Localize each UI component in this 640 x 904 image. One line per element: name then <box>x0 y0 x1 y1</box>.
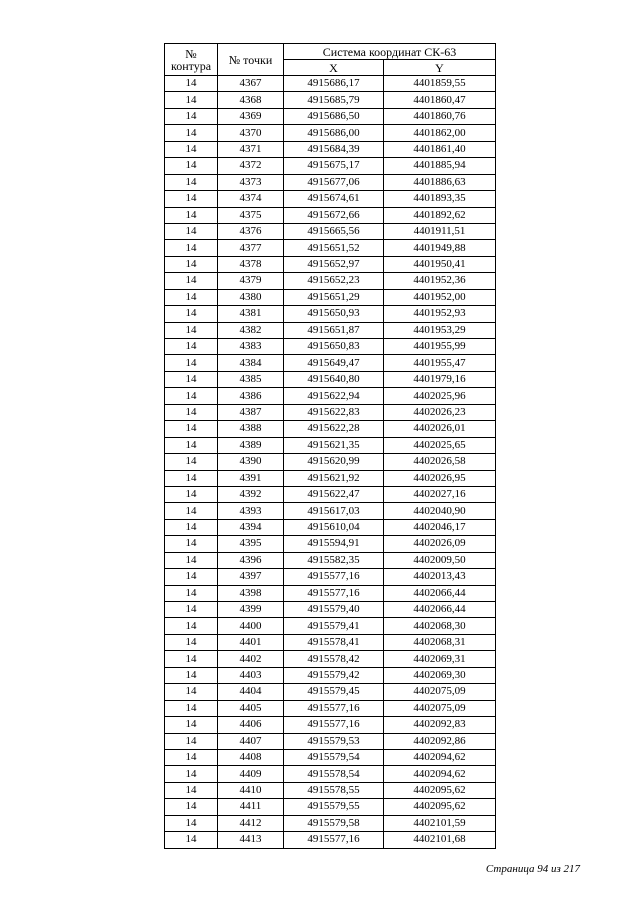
cell-y: 4402025,65 <box>384 437 496 453</box>
cell-y: 4402101,59 <box>384 815 496 831</box>
cell-x: 4915577,16 <box>284 585 384 601</box>
cell-contour-number: 14 <box>165 684 218 700</box>
cell-x: 4915578,55 <box>284 782 384 798</box>
cell-contour-number: 14 <box>165 207 218 223</box>
table-row <box>165 223 496 239</box>
table-row <box>165 125 496 141</box>
table-row <box>165 306 496 322</box>
cell-x: 4915650,83 <box>284 339 384 355</box>
cell-point-number: 4403 <box>218 667 284 683</box>
cell-contour-number: 14 <box>165 799 218 815</box>
cell-x: 4915640,80 <box>284 371 384 387</box>
cell-contour-number: 14 <box>165 749 218 765</box>
table-row <box>165 158 496 174</box>
cell-y: 4402094,62 <box>384 749 496 765</box>
cell-y: 4402068,31 <box>384 634 496 650</box>
cell-point-number: 4370 <box>218 125 284 141</box>
table-row <box>165 289 496 305</box>
cell-contour-number: 14 <box>165 256 218 272</box>
cell-x: 4915622,28 <box>284 421 384 437</box>
cell-x: 4915579,54 <box>284 749 384 765</box>
cell-point-number: 4411 <box>218 799 284 815</box>
table-row <box>165 437 496 453</box>
cell-contour-number: 14 <box>165 832 218 848</box>
table-row <box>165 191 496 207</box>
table-row <box>165 651 496 667</box>
table-row <box>165 207 496 223</box>
cell-y: 4402075,09 <box>384 684 496 700</box>
table-row <box>165 404 496 420</box>
cell-point-number: 4373 <box>218 174 284 190</box>
cell-y: 4401950,41 <box>384 256 496 272</box>
cell-point-number: 4383 <box>218 339 284 355</box>
cell-point-number: 4394 <box>218 519 284 535</box>
cell-y: 4401886,63 <box>384 174 496 190</box>
table-row <box>165 339 496 355</box>
table-row <box>165 92 496 108</box>
cell-contour-number: 14 <box>165 240 218 256</box>
cell-y: 4401885,94 <box>384 158 496 174</box>
cell-contour-number: 14 <box>165 191 218 207</box>
cell-x: 4915577,16 <box>284 717 384 733</box>
cell-y: 4402040,90 <box>384 503 496 519</box>
cell-point-number: 4400 <box>218 618 284 634</box>
cell-y: 4401859,55 <box>384 76 496 92</box>
cell-x: 4915579,41 <box>284 618 384 634</box>
cell-y: 4401911,51 <box>384 223 496 239</box>
table-row <box>165 667 496 683</box>
table-row <box>165 256 496 272</box>
cell-x: 4915677,06 <box>284 174 384 190</box>
cell-y: 4402009,50 <box>384 552 496 568</box>
cell-point-number: 4395 <box>218 536 284 552</box>
header-coordinate-system: Система координат СК-63 <box>284 44 496 60</box>
cell-x: 4915649,47 <box>284 355 384 371</box>
cell-point-number: 4390 <box>218 454 284 470</box>
cell-contour-number: 14 <box>165 306 218 322</box>
cell-point-number: 4374 <box>218 191 284 207</box>
table-row <box>165 700 496 716</box>
cell-contour-number: 14 <box>165 174 218 190</box>
cell-x: 4915579,45 <box>284 684 384 700</box>
table-row <box>165 799 496 815</box>
cell-point-number: 4401 <box>218 634 284 650</box>
table-row <box>165 717 496 733</box>
cell-y: 4401949,88 <box>384 240 496 256</box>
cell-x: 4915622,83 <box>284 404 384 420</box>
cell-point-number: 4381 <box>218 306 284 322</box>
cell-point-number: 4388 <box>218 421 284 437</box>
cell-point-number: 4382 <box>218 322 284 338</box>
cell-x: 4915651,29 <box>284 289 384 305</box>
coordinates-table <box>164 43 496 849</box>
cell-point-number: 4404 <box>218 684 284 700</box>
cell-y: 4402095,62 <box>384 782 496 798</box>
cell-y: 4402026,58 <box>384 454 496 470</box>
cell-y: 4402069,31 <box>384 651 496 667</box>
cell-x: 4915579,55 <box>284 799 384 815</box>
cell-x: 4915578,54 <box>284 766 384 782</box>
table-row <box>165 602 496 618</box>
cell-contour-number: 14 <box>165 536 218 552</box>
cell-x: 4915665,56 <box>284 223 384 239</box>
cell-x: 4915686,50 <box>284 108 384 124</box>
cell-point-number: 4380 <box>218 289 284 305</box>
table-row <box>165 634 496 650</box>
table-row <box>165 536 496 552</box>
cell-contour-number: 14 <box>165 339 218 355</box>
cell-contour-number: 14 <box>165 437 218 453</box>
table-row <box>165 782 496 798</box>
cell-point-number: 4398 <box>218 585 284 601</box>
cell-x: 4915621,35 <box>284 437 384 453</box>
cell-point-number: 4410 <box>218 782 284 798</box>
table-row <box>165 470 496 486</box>
cell-point-number: 4371 <box>218 141 284 157</box>
cell-point-number: 4386 <box>218 388 284 404</box>
table-row <box>165 832 496 848</box>
cell-y: 4402025,96 <box>384 388 496 404</box>
cell-point-number: 4406 <box>218 717 284 733</box>
cell-contour-number: 14 <box>165 141 218 157</box>
table-body <box>165 76 496 849</box>
cell-x: 4915684,39 <box>284 141 384 157</box>
cell-x: 4915652,97 <box>284 256 384 272</box>
cell-x: 4915622,94 <box>284 388 384 404</box>
cell-point-number: 4407 <box>218 733 284 749</box>
table-row <box>165 108 496 124</box>
cell-contour-number: 14 <box>165 223 218 239</box>
cell-x: 4915617,03 <box>284 503 384 519</box>
table-row <box>165 421 496 437</box>
cell-point-number: 4408 <box>218 749 284 765</box>
table-row <box>165 503 496 519</box>
cell-contour-number: 14 <box>165 569 218 585</box>
cell-contour-number: 14 <box>165 700 218 716</box>
cell-contour-number: 14 <box>165 470 218 486</box>
cell-y: 4401862,00 <box>384 125 496 141</box>
cell-x: 4915675,17 <box>284 158 384 174</box>
cell-x: 4915672,66 <box>284 207 384 223</box>
cell-point-number: 4368 <box>218 92 284 108</box>
cell-point-number: 4377 <box>218 240 284 256</box>
cell-point-number: 4387 <box>218 404 284 420</box>
cell-contour-number: 14 <box>165 651 218 667</box>
cell-contour-number: 14 <box>165 634 218 650</box>
cell-x: 4915622,47 <box>284 486 384 502</box>
cell-contour-number: 14 <box>165 371 218 387</box>
cell-y: 4402092,86 <box>384 733 496 749</box>
cell-contour-number: 14 <box>165 108 218 124</box>
cell-point-number: 4378 <box>218 256 284 272</box>
cell-contour-number: 14 <box>165 503 218 519</box>
cell-contour-number: 14 <box>165 782 218 798</box>
cell-contour-number: 14 <box>165 322 218 338</box>
cell-y: 4401952,36 <box>384 273 496 289</box>
cell-x: 4915610,04 <box>284 519 384 535</box>
cell-contour-number: 14 <box>165 355 218 371</box>
cell-contour-number: 14 <box>165 486 218 502</box>
cell-contour-number: 14 <box>165 766 218 782</box>
cell-x: 4915621,92 <box>284 470 384 486</box>
cell-contour-number: 14 <box>165 717 218 733</box>
cell-point-number: 4412 <box>218 815 284 831</box>
table-row <box>165 355 496 371</box>
cell-x: 4915579,40 <box>284 602 384 618</box>
cell-y: 4401952,93 <box>384 306 496 322</box>
table-row <box>165 371 496 387</box>
cell-point-number: 4372 <box>218 158 284 174</box>
cell-point-number: 4399 <box>218 602 284 618</box>
cell-x: 4915652,23 <box>284 273 384 289</box>
cell-y: 4402026,95 <box>384 470 496 486</box>
cell-x: 4915582,35 <box>284 552 384 568</box>
cell-x: 4915577,16 <box>284 700 384 716</box>
cell-y: 4401860,47 <box>384 92 496 108</box>
cell-point-number: 4385 <box>218 371 284 387</box>
table-row <box>165 76 496 92</box>
cell-x: 4915594,91 <box>284 536 384 552</box>
cell-y: 4401952,00 <box>384 289 496 305</box>
cell-contour-number: 14 <box>165 552 218 568</box>
cell-point-number: 4375 <box>218 207 284 223</box>
cell-y: 4402026,09 <box>384 536 496 552</box>
cell-y: 4401955,99 <box>384 339 496 355</box>
cell-y: 4402095,62 <box>384 799 496 815</box>
cell-contour-number: 14 <box>165 454 218 470</box>
table-row <box>165 174 496 190</box>
cell-x: 4915651,52 <box>284 240 384 256</box>
cell-point-number: 4376 <box>218 223 284 239</box>
cell-y: 4402075,09 <box>384 700 496 716</box>
table-row <box>165 454 496 470</box>
table-row <box>165 273 496 289</box>
cell-point-number: 4384 <box>218 355 284 371</box>
page-footer <box>486 863 580 875</box>
cell-contour-number: 14 <box>165 585 218 601</box>
cell-point-number: 4379 <box>218 273 284 289</box>
header-contour-number-line1: № <box>185 46 197 61</box>
cell-point-number: 4392 <box>218 486 284 502</box>
cell-point-number: 4393 <box>218 503 284 519</box>
cell-contour-number: 14 <box>165 519 218 535</box>
cell-contour-number: 14 <box>165 733 218 749</box>
table-row <box>165 733 496 749</box>
cell-y: 4401861,40 <box>384 141 496 157</box>
cell-y: 4402101,68 <box>384 832 496 848</box>
table-row <box>165 552 496 568</box>
cell-y: 4402066,44 <box>384 585 496 601</box>
cell-point-number: 4391 <box>218 470 284 486</box>
table-row <box>165 519 496 535</box>
table-row <box>165 388 496 404</box>
cell-x: 4915620,99 <box>284 454 384 470</box>
cell-contour-number: 14 <box>165 404 218 420</box>
cell-contour-number: 14 <box>165 158 218 174</box>
cell-y: 4402046,17 <box>384 519 496 535</box>
table-row <box>165 486 496 502</box>
cell-y: 4402026,23 <box>384 404 496 420</box>
cell-contour-number: 14 <box>165 76 218 92</box>
cell-contour-number: 14 <box>165 815 218 831</box>
table-row <box>165 766 496 782</box>
cell-contour-number: 14 <box>165 421 218 437</box>
header-contour-number-line2: контура <box>170 58 212 73</box>
cell-point-number: 4389 <box>218 437 284 453</box>
header-x: X <box>284 60 384 76</box>
cell-y: 4402094,62 <box>384 766 496 782</box>
cell-x: 4915650,93 <box>284 306 384 322</box>
cell-point-number: 4396 <box>218 552 284 568</box>
cell-x: 4915577,16 <box>284 569 384 585</box>
cell-point-number: 4367 <box>218 76 284 92</box>
cell-y: 4402092,83 <box>384 717 496 733</box>
cell-x: 4915686,17 <box>284 76 384 92</box>
cell-x: 4915651,87 <box>284 322 384 338</box>
cell-y: 4402026,01 <box>384 421 496 437</box>
cell-x: 4915686,00 <box>284 125 384 141</box>
table-row <box>165 815 496 831</box>
cell-contour-number: 14 <box>165 618 218 634</box>
cell-x: 4915579,58 <box>284 815 384 831</box>
table-row <box>165 240 496 256</box>
table-row <box>165 749 496 765</box>
cell-y: 4402068,30 <box>384 618 496 634</box>
cell-point-number: 4397 <box>218 569 284 585</box>
cell-contour-number: 14 <box>165 125 218 141</box>
cell-y: 4402013,43 <box>384 569 496 585</box>
table-row <box>165 322 496 338</box>
cell-y: 4402069,30 <box>384 667 496 683</box>
table-row <box>165 585 496 601</box>
cell-y: 4401860,76 <box>384 108 496 124</box>
cell-x: 4915578,42 <box>284 651 384 667</box>
cell-contour-number: 14 <box>165 602 218 618</box>
cell-y: 4401979,16 <box>384 371 496 387</box>
cell-contour-number: 14 <box>165 289 218 305</box>
cell-x: 4915579,53 <box>284 733 384 749</box>
cell-point-number: 4369 <box>218 108 284 124</box>
table-row <box>165 141 496 157</box>
cell-y: 4402066,44 <box>384 602 496 618</box>
cell-y: 4401892,62 <box>384 207 496 223</box>
header-point-number: № точки <box>218 44 284 76</box>
cell-y: 4401953,29 <box>384 322 496 338</box>
cell-contour-number: 14 <box>165 388 218 404</box>
cell-contour-number: 14 <box>165 92 218 108</box>
cell-point-number: 4413 <box>218 832 284 848</box>
cell-point-number: 4402 <box>218 651 284 667</box>
cell-x: 4915674,61 <box>284 191 384 207</box>
cell-point-number: 4409 <box>218 766 284 782</box>
table-row <box>165 684 496 700</box>
header-y: Y <box>384 60 496 76</box>
cell-point-number: 4405 <box>218 700 284 716</box>
page-number-label: Страница 94 из 217 <box>485 863 580 875</box>
header-contour-number <box>165 44 218 76</box>
cell-y: 4401893,35 <box>384 191 496 207</box>
cell-x: 4915685,79 <box>284 92 384 108</box>
cell-contour-number: 14 <box>165 667 218 683</box>
cell-contour-number: 14 <box>165 273 218 289</box>
table-row <box>165 569 496 585</box>
cell-x: 4915579,42 <box>284 667 384 683</box>
cell-y: 4401955,47 <box>384 355 496 371</box>
cell-x: 4915577,16 <box>284 832 384 848</box>
cell-x: 4915578,41 <box>284 634 384 650</box>
cell-y: 4402027,16 <box>384 486 496 502</box>
table-row <box>165 618 496 634</box>
